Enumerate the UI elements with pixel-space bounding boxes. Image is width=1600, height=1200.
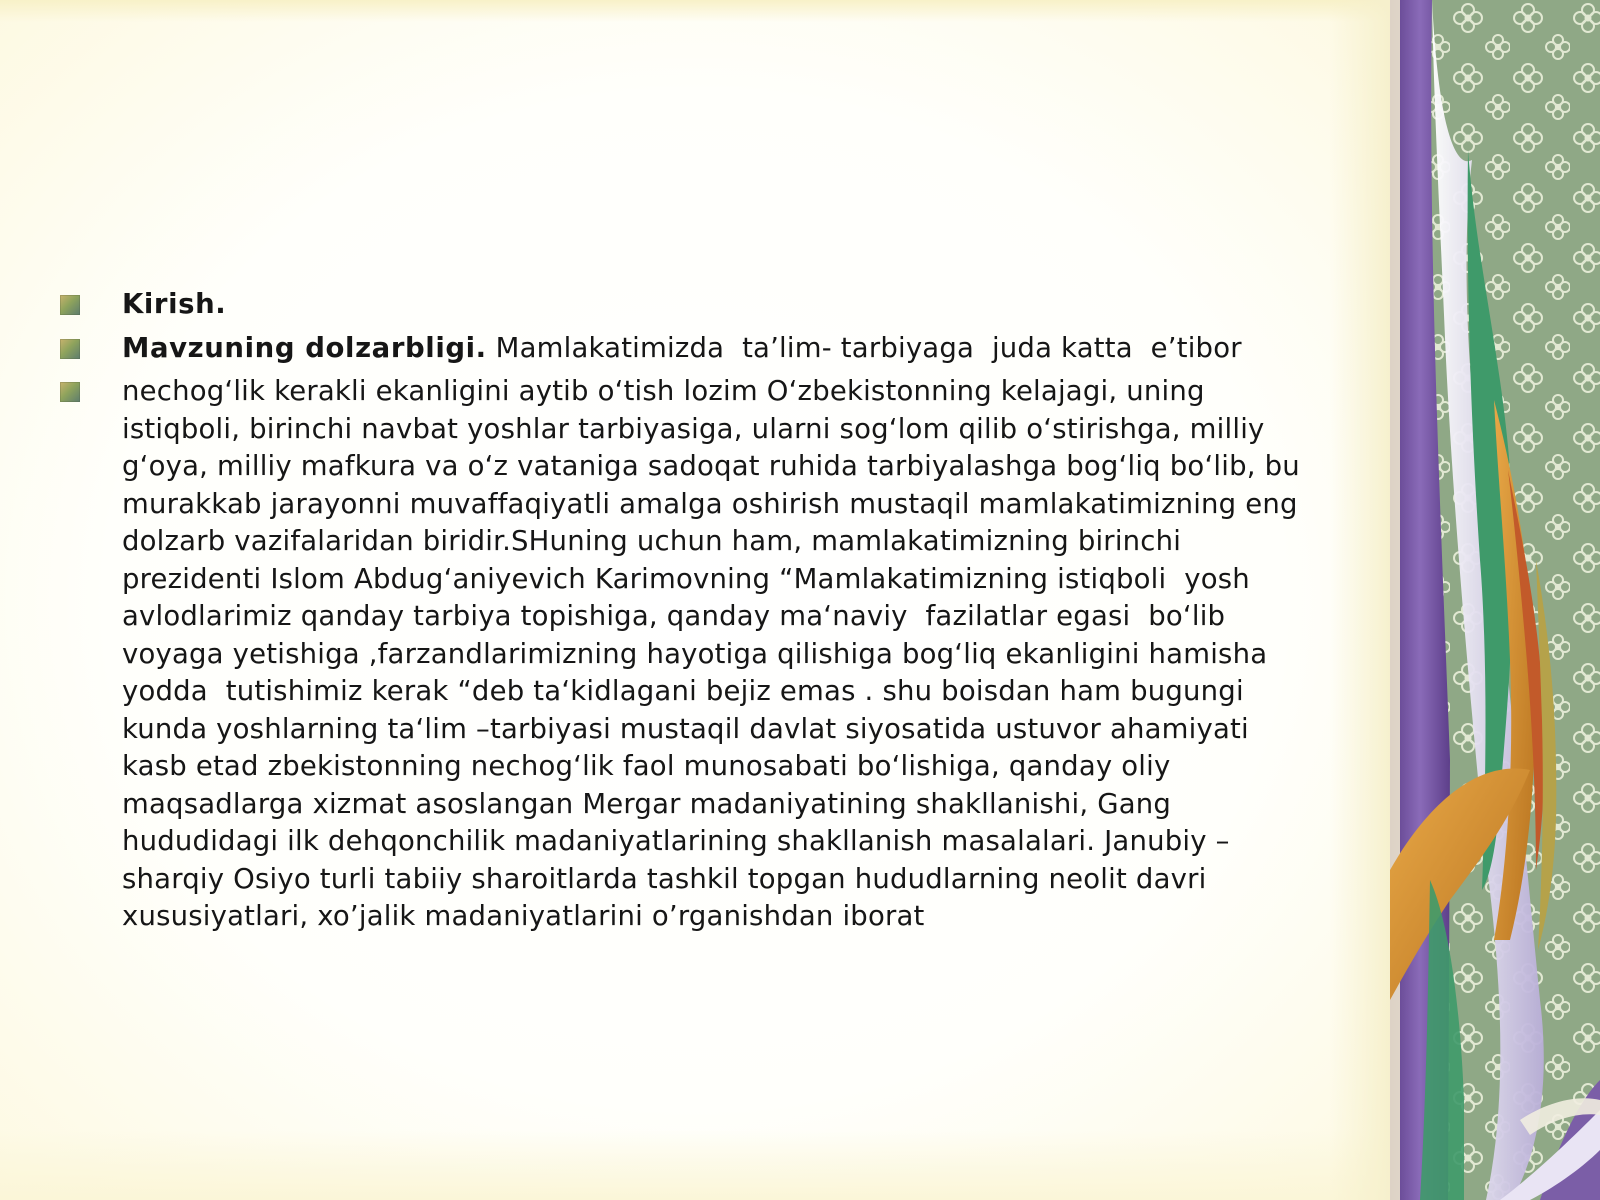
panel-edge-shade — [1330, 0, 1392, 1200]
bullet-item-intro — [60, 286, 1320, 324]
decorative-border-art — [1390, 0, 1600, 1200]
bullet-item-relevance — [60, 330, 1320, 368]
square-bullet-icon — [60, 295, 80, 315]
bullet-heading: Mavzuning dolzarbligi. — [122, 331, 487, 364]
bullet-text: Mamlakatimizda ta’lim- tarbiyaga juda katta e’tibor — [486, 331, 1242, 364]
bullet-list — [60, 286, 1320, 942]
top-glow — [0, 0, 1390, 22]
square-bullet-icon — [60, 339, 80, 359]
bullet-paragraph: nechog‘lik kerakli ekanligini aytib o‘tish lozim O‘zbekistonning kelajagi, uning istiqboli, birinchi navbat yoshlar tarbiyasiga, ularni sog‘lom qilib o‘stirishga, milliy g‘oya, milliy mafkura va o‘z vataniga sadoqat ruhida tarbiyalashga bog‘liq bo‘lib, bu murakkab jarayonni muvaffaqiyatli amalga oshirish mustaqil mamlakatimizning eng dolzarb vazifalaridan biridir.SHuning uchun ham, mamlakatimizning birinchi prezidenti Islom Abdug‘aniyevich Karimovning “Mamlakatimizning istiqboli yosh avlodlarimiz qanday tarbiya topishiga, qanday ma‘naviy fazilatlar egasi bo‘lib voyaga yetishiga ,farzandlarimizning hayotiga qilishiga bog‘liq ekanligini hamisha yodda tutishimiz kerak “deb ta‘kidlagani bejiz emas . shu boisdan ham bugungi kunda yoshlarning ta‘lim –tarbiyasi mustaqil davlat siyosatida ustuvor ahamiyati kasb etad zbekistonning nechog‘lik faol munosabati bo‘lishiga, qanday oliy maqsadlarga xizmat asoslangan Mergar madaniyatining shakllanishi, Gang hududidagi ilk dehqonchilik madaniyatlarining shakllanish masalalari. Janubiy – sharqiy Osiyo turli tabiiy sharoitlarda tashkil topgan hududlarning neolit davri xususiyatlari, xo’jalik madaniyatlarini o’rganishdan iborat — [122, 375, 1309, 932]
bottom-glow — [0, 1130, 1390, 1200]
bullet-item-body — [60, 373, 1320, 936]
bullet-heading: Kirish. — [122, 288, 227, 320]
decorative-border-panel — [1390, 0, 1600, 1200]
square-bullet-icon — [60, 382, 80, 402]
